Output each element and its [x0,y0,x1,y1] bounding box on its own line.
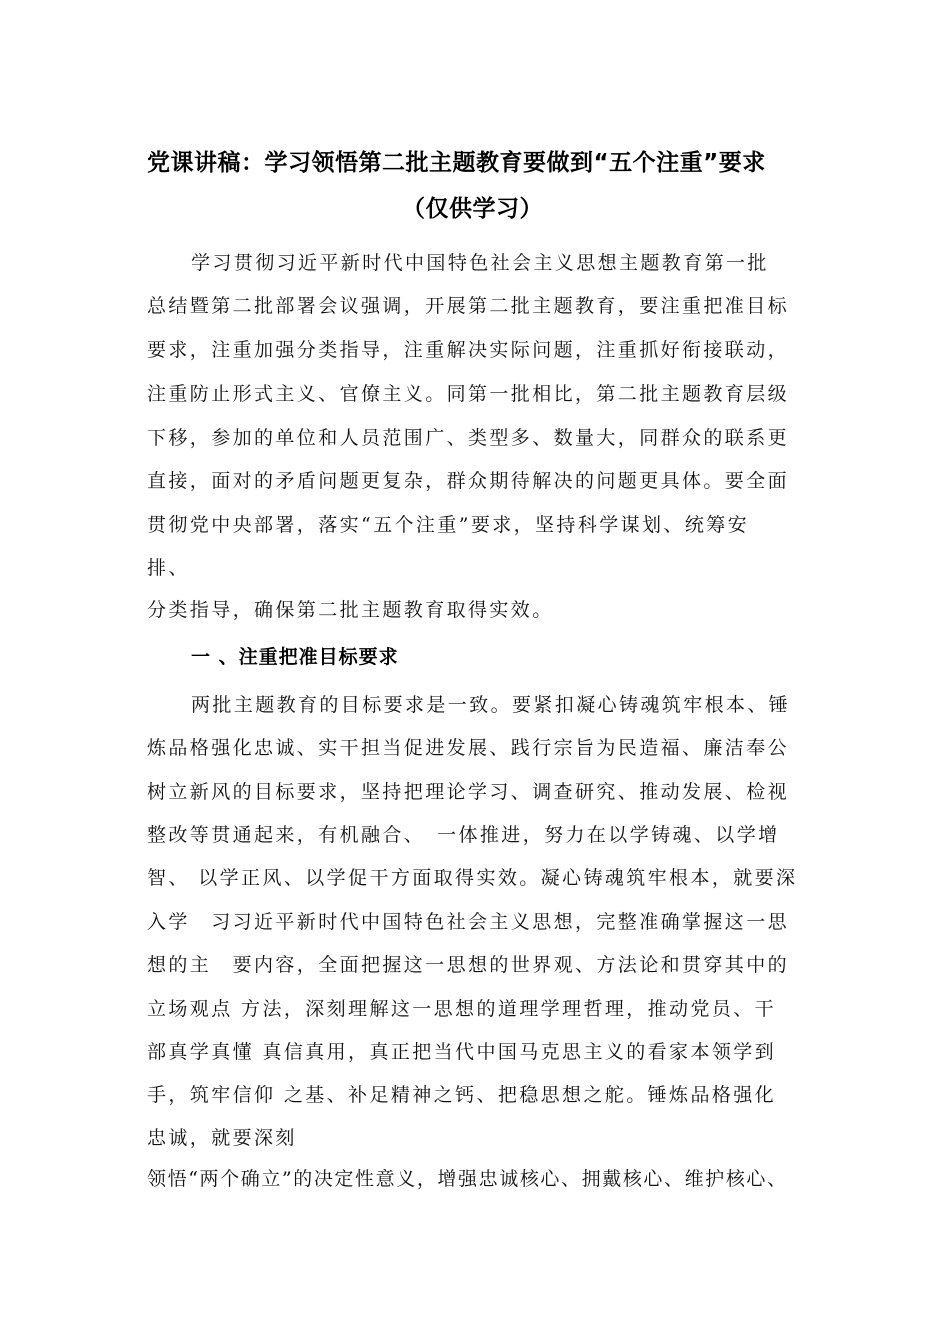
paragraph-2-line: 两批主题教育的目标要求是一致。要紧扣凝心铸魂筑牢根本、锤 [191,694,791,716]
paragraph-1-line: 排、 [147,557,190,579]
paragraph-2-line: 树立新风的目标要求，坚持把理论学习、调查研究、推动发展、检视 [147,781,790,803]
paragraph-2-line: 入学 习习近平新时代中国特色社会主义思想，完整准确掌握这一思 [147,911,790,933]
paragraph-2-line: 想的主 要内容，全面把握这一思想的世界观、方法论和贯穿其中的 [147,954,790,976]
document-title: 党课讲稿：学习领悟第二批主题教育要做到“五个注重”要求 [147,150,766,176]
paragraph-1-line: 总结暨第二批部署会议强调，开展第二批主题教育，要注重把准目标 [147,295,790,317]
paragraph-2-line: 忠诚，就要深刻 [147,1127,297,1149]
paragraph-2-line: 部真学真懂 真信真用，真正把当代中国马克思主义的看家本领学到 [147,1041,777,1063]
paragraph-2-line: 手，筑牢信仰 之基、补足精神之钙、把稳思想之舵。锤炼品格强化 [147,1084,777,1106]
paragraph-2-line: 立场观点 方法，深刻理解这一思想的道理学理哲理，推动党员、干 [147,998,777,1020]
paragraph-1-line: 贯彻党中央部署，落实“五个注重”要求，坚持科学谋划、统筹安 [147,514,750,536]
paragraph-2-line: 智、 以学正风、以学促干方面取得实效。凝心铸魂筑牢根本，就要深 [147,867,798,889]
paragraph-1-line: 注重防止形式主义、官僚主义。同第一批相比，第二批主题教育层级 [147,383,790,405]
paragraph-1-line: 要求，注重加强分类指导，注重解决实际问题，注重抓好衔接联动， [147,339,790,361]
paragraph-1-line: 分类指导，确保第二批主题教育取得实效。 [147,599,554,621]
paragraph-2-line: 领悟“两个确立”的决定性意义，增强忠诚核心、拥戴核心、维护核心、 [147,1168,788,1190]
paragraph-1-line: 直接，面对的矛盾问题更复杂，群众期待解决的问题更具体。要全面 [147,470,790,492]
section-heading: 一 、注重把准目标要求 [191,646,399,668]
paragraph-1-line: 下移，参加的单位和人员范围广、类型多、数量大，同群众的联系更 [147,427,790,449]
paragraph-2-line: 炼品格强化忠诚、实干担当促进发展、践行宗旨为民造福、廉洁奉公 [147,737,790,759]
paragraph-2-line: 整改等贯通起来，有机融合、 一体推进，努力在以学铸魂、以学增 [147,824,780,846]
paragraph-1-line: 学习贯彻习近平新时代中国特色社会主义思想主题教育第一批 [191,252,769,274]
document-subtitle: （仅供学习） [402,196,543,222]
